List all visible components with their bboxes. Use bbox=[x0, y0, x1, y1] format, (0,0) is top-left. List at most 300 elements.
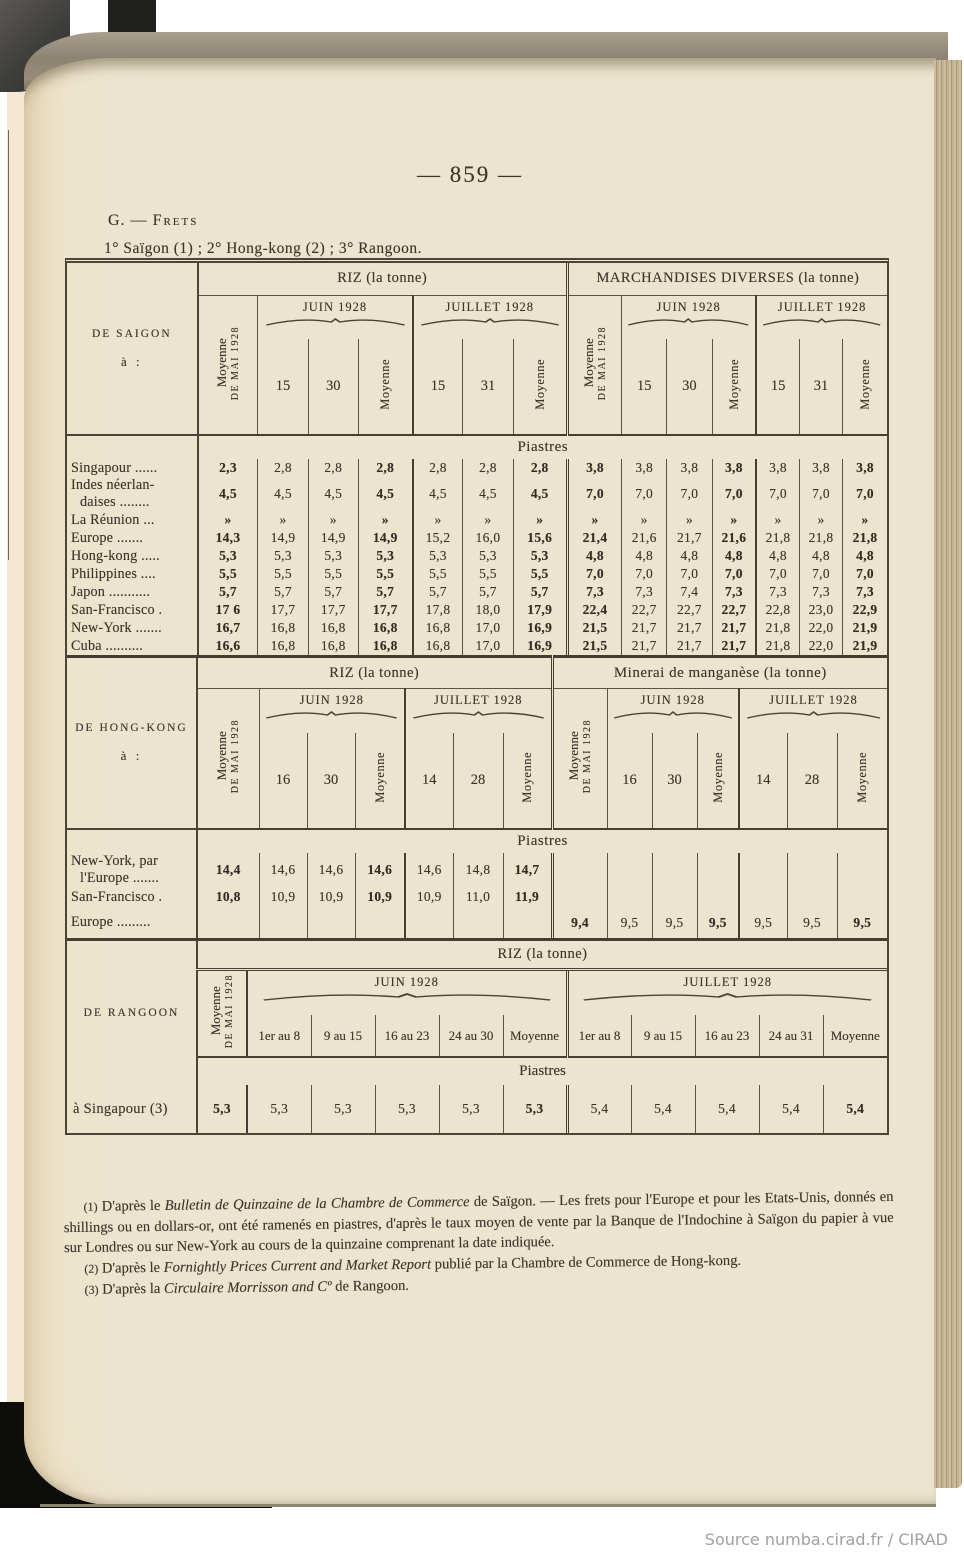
cell: 14,6 bbox=[307, 853, 355, 887]
cell bbox=[837, 853, 887, 887]
moyenne-mai-line2: DE MAI 1928 bbox=[229, 325, 241, 400]
footnote-marker: (2) bbox=[84, 1261, 99, 1276]
cell: 14,3 bbox=[215, 530, 241, 545]
brace-icon bbox=[613, 710, 733, 719]
day-header: 28 bbox=[453, 733, 503, 829]
section-label: G. — bbox=[108, 212, 148, 229]
month-label: JUILLET 1928 bbox=[683, 974, 773, 989]
row-label-line1: New-York, par bbox=[71, 852, 159, 869]
row-label: San-Francisco . bbox=[67, 887, 197, 908]
footnote-italic: Fornightly Prices Current and Market Report bbox=[163, 1256, 432, 1277]
cell bbox=[739, 887, 787, 908]
cell: 16,0 bbox=[463, 529, 513, 547]
footnote-text: D'après le bbox=[101, 1197, 165, 1215]
cell: 16,7 bbox=[215, 620, 241, 635]
cell: 4,5 bbox=[413, 477, 463, 511]
cell: 5,5 bbox=[219, 566, 237, 581]
cell: 15,2 bbox=[413, 529, 463, 547]
origin-header bbox=[67, 263, 198, 435]
origin-suffix: à : bbox=[120, 353, 143, 369]
cell: 7,0 bbox=[843, 565, 887, 583]
range-header: 24 au 31 bbox=[759, 1015, 823, 1057]
cell: 21,7 bbox=[667, 637, 712, 655]
cell: 21,4 bbox=[567, 529, 621, 547]
saigon-freight-table bbox=[67, 263, 887, 655]
table-row bbox=[67, 459, 887, 477]
origin-header bbox=[67, 939, 197, 1085]
month-header-juin bbox=[607, 689, 739, 733]
day-header: 31 bbox=[463, 339, 513, 435]
cell bbox=[503, 908, 552, 938]
cell bbox=[355, 908, 405, 938]
cell: 17,8 bbox=[413, 601, 463, 619]
cell bbox=[787, 887, 837, 908]
cell: » bbox=[712, 511, 756, 529]
cell: 5,3 bbox=[258, 547, 308, 565]
table-row bbox=[67, 511, 887, 529]
day-header: 28 bbox=[787, 733, 837, 829]
cell: 11,9 bbox=[503, 887, 552, 908]
group-minerai-header: Minerai de manganèse (la tonne) bbox=[552, 657, 887, 689]
cell: 10,9 bbox=[307, 887, 355, 908]
unit-row bbox=[67, 829, 887, 853]
cell bbox=[697, 853, 739, 887]
cell: 17,0 bbox=[463, 619, 513, 637]
moyenne-header: Moyenne bbox=[712, 339, 756, 435]
range-header: 24 au 30 bbox=[439, 1015, 503, 1057]
brace-icon bbox=[746, 710, 881, 719]
table-row bbox=[67, 583, 887, 601]
cell: 9,5 bbox=[739, 908, 787, 938]
cell: 7,0 bbox=[799, 477, 842, 511]
cell: 14,6 bbox=[259, 853, 307, 887]
origin-label: DE SAIGON bbox=[91, 327, 172, 340]
cell: 21,7 bbox=[667, 529, 712, 547]
cell: 7,4 bbox=[667, 583, 712, 601]
cell: 2,8 bbox=[358, 459, 412, 477]
cell: 9,5 bbox=[607, 908, 652, 938]
cell: 3,8 bbox=[622, 459, 667, 477]
cell: 5,5 bbox=[513, 565, 567, 583]
cell: 5,7 bbox=[463, 583, 513, 601]
cell: 5,3 bbox=[358, 547, 412, 565]
cell: 22,7 bbox=[667, 601, 712, 619]
hongkong-freight-table bbox=[67, 655, 887, 938]
cell: 10,9 bbox=[405, 887, 453, 908]
cell: 23,0 bbox=[799, 601, 842, 619]
range-header: Moyenne bbox=[503, 1015, 567, 1057]
cell: 4,8 bbox=[622, 547, 667, 565]
tables-frame bbox=[65, 258, 889, 1135]
row-label: Philippines .... bbox=[67, 565, 198, 583]
group-riz-header: RIZ (la tonne) bbox=[198, 263, 568, 295]
cell: 7,0 bbox=[799, 565, 842, 583]
cell: 5,3 bbox=[213, 1101, 231, 1116]
brace-icon bbox=[762, 317, 881, 326]
cell: 9,5 bbox=[652, 908, 697, 938]
footnote-text: de Saïgon. — Les frets pour l'Europe et pour les Etats-Unis, donnés en shillings ou en dollars-or, ont été ramenés en piastres, d'après le taux moyen de vente par la Banque de l'Indochine à Saïgon du papier à vue sur Londres ou sur New-York au cours de la quinzaine comprenant la date indiquée. bbox=[63, 1188, 894, 1257]
cell bbox=[652, 887, 697, 908]
range-header: 16 au 23 bbox=[695, 1015, 759, 1057]
row-label: Europe ....... bbox=[67, 529, 198, 547]
cell: 16,8 bbox=[258, 637, 308, 655]
row-label bbox=[67, 853, 197, 887]
cell: 5,3 bbox=[311, 1085, 375, 1133]
group-riz-header: RIZ (la tonne) bbox=[197, 939, 887, 969]
moyenne-mai-header bbox=[552, 689, 607, 829]
cell: 14,9 bbox=[308, 529, 358, 547]
cell: 7,0 bbox=[756, 565, 799, 583]
cell: 21,8 bbox=[756, 529, 799, 547]
cell bbox=[837, 887, 887, 908]
cell: 5,3 bbox=[463, 547, 513, 565]
cell: 21,7 bbox=[622, 637, 667, 655]
cell: 3,8 bbox=[843, 459, 887, 477]
cell: 18,0 bbox=[463, 601, 513, 619]
row-label bbox=[67, 477, 198, 511]
cell: 5,4 bbox=[567, 1085, 631, 1133]
cell: 14,6 bbox=[405, 853, 453, 887]
cell: 5,3 bbox=[513, 547, 567, 565]
cell: 4,5 bbox=[513, 477, 567, 511]
cell: 3,8 bbox=[567, 459, 621, 477]
cell: 10,8 bbox=[215, 889, 241, 904]
month-header-juin bbox=[258, 295, 413, 339]
cell: 5,5 bbox=[463, 565, 513, 583]
cell: 16,9 bbox=[513, 619, 567, 637]
cell: 5,5 bbox=[413, 565, 463, 583]
cell: 7,0 bbox=[567, 565, 621, 583]
moyenne-mai-line2: DE MAI 1928 bbox=[596, 325, 608, 400]
cell bbox=[307, 908, 355, 938]
cell: 7,3 bbox=[622, 583, 667, 601]
row-label: à Singapour (3) bbox=[67, 1085, 197, 1133]
cell: 4,5 bbox=[358, 477, 412, 511]
cell: 7,3 bbox=[712, 583, 756, 601]
range-header: 1er au 8 bbox=[247, 1015, 311, 1057]
group-header-row bbox=[67, 939, 887, 969]
footnote-1 bbox=[63, 1187, 894, 1259]
cell: 21,8 bbox=[756, 637, 799, 655]
cell: 7,0 bbox=[756, 477, 799, 511]
footnote-text: D'après la bbox=[102, 1280, 165, 1298]
table-row bbox=[67, 619, 887, 637]
cell: 22,0 bbox=[799, 619, 842, 637]
cell: » bbox=[463, 511, 513, 529]
cell: » bbox=[567, 511, 621, 529]
source-attribution: Source numba.cirad.fr / CIRAD bbox=[704, 1530, 948, 1549]
unit-label: Piastres bbox=[519, 1063, 566, 1079]
moyenne-header: Moyenne bbox=[513, 339, 567, 435]
cell: 5,7 bbox=[413, 583, 463, 601]
range-header: 1er au 8 bbox=[567, 1015, 631, 1057]
cell bbox=[652, 853, 697, 887]
footnote-italic: Bulletin de Quinzaine de la Chambre de Commerce bbox=[164, 1194, 470, 1214]
cell: 3,8 bbox=[799, 459, 842, 477]
table-row bbox=[67, 601, 887, 619]
cell: 2,3 bbox=[219, 460, 237, 475]
cell: 21,7 bbox=[712, 619, 756, 637]
cell bbox=[607, 853, 652, 887]
day-header: 15 bbox=[622, 339, 667, 435]
cell: 7,0 bbox=[667, 477, 712, 511]
moyenne-mai-line2: DE MAI 1928 bbox=[581, 719, 593, 794]
moyenne-mai-line1: Moyenne bbox=[207, 986, 223, 1036]
row-label: San-Francisco . bbox=[67, 601, 198, 619]
table-row bbox=[67, 529, 887, 547]
cell: 5,4 bbox=[631, 1085, 695, 1133]
brace-icon bbox=[420, 317, 560, 326]
table-row bbox=[67, 853, 887, 887]
cell: 4,8 bbox=[667, 547, 712, 565]
cell: 17,9 bbox=[513, 601, 567, 619]
day-header: 30 bbox=[667, 339, 712, 435]
brace-icon bbox=[412, 710, 545, 719]
range-header: 9 au 15 bbox=[311, 1015, 375, 1057]
cell bbox=[453, 908, 503, 938]
cell: 9,5 bbox=[697, 908, 739, 938]
cell: 2,8 bbox=[463, 459, 513, 477]
cell: 21,6 bbox=[622, 529, 667, 547]
month-header-juin bbox=[247, 969, 567, 1015]
month-header-juillet bbox=[405, 689, 552, 733]
table-row bbox=[67, 547, 887, 565]
cell: 5,3 bbox=[375, 1085, 439, 1133]
cell: 14,8 bbox=[453, 853, 503, 887]
cell: 5,5 bbox=[358, 565, 412, 583]
moyenne-mai-line1: Moyenne bbox=[565, 731, 581, 781]
cell: 5,7 bbox=[219, 584, 237, 599]
row-label: Cuba .......... bbox=[67, 637, 198, 655]
moyenne-header: Moyenne bbox=[843, 339, 887, 435]
cell: 22,7 bbox=[712, 601, 756, 619]
row-label: Singapour ...... bbox=[67, 459, 198, 477]
month-label: JUIN 1928 bbox=[302, 299, 368, 314]
range-header: Moyenne bbox=[823, 1015, 887, 1057]
cell: 5,3 bbox=[308, 547, 358, 565]
cell: 5,3 bbox=[503, 1085, 567, 1133]
group-header-row bbox=[67, 263, 887, 295]
cell: 4,5 bbox=[219, 486, 237, 501]
cell: 16,8 bbox=[308, 619, 358, 637]
day-header: 16 bbox=[259, 733, 307, 829]
cell: 14,9 bbox=[358, 529, 412, 547]
month-header-juillet bbox=[756, 295, 887, 339]
cell: 7,3 bbox=[756, 583, 799, 601]
row-label-line2: daises ........ bbox=[80, 494, 150, 510]
cell: 4,8 bbox=[756, 547, 799, 565]
cell: 5,3 bbox=[247, 1085, 311, 1133]
moyenne-mai-line1: Moyenne bbox=[214, 731, 230, 781]
cell: 16,8 bbox=[413, 637, 463, 655]
brace-icon bbox=[265, 317, 406, 326]
cell: 5,3 bbox=[439, 1085, 503, 1133]
month-label: JUILLET 1928 bbox=[434, 693, 523, 707]
cell: » bbox=[843, 511, 887, 529]
row-label-line1: Indes néerlan- bbox=[71, 477, 155, 493]
cell: 3,8 bbox=[667, 459, 712, 477]
moyenne-header: Moyenne bbox=[355, 733, 405, 829]
cell: 7,3 bbox=[799, 583, 842, 601]
cell: 21,9 bbox=[843, 637, 887, 655]
moyenne-mai-header bbox=[197, 689, 259, 829]
row-label: La Réunion ... bbox=[67, 511, 198, 529]
group-marchandises-header: MARCHANDISES DIVERSES (la tonne) bbox=[567, 263, 887, 295]
cell: 21,5 bbox=[567, 619, 621, 637]
row-label: Hong-kong ..... bbox=[67, 547, 198, 565]
month-header-juin bbox=[259, 689, 405, 733]
moyenne-mai-line1: Moyenne bbox=[580, 338, 596, 388]
cell: 5,4 bbox=[759, 1085, 823, 1133]
cell: » bbox=[756, 511, 799, 529]
cell: 16,8 bbox=[308, 637, 358, 655]
cell: 21,5 bbox=[567, 637, 621, 655]
range-header: 16 au 23 bbox=[375, 1015, 439, 1057]
cell: 10,9 bbox=[259, 887, 307, 908]
cell: 22,7 bbox=[622, 601, 667, 619]
brace-icon bbox=[627, 317, 749, 326]
footnote-text: publié par la Chambre de Commerce de Hong-kong. bbox=[430, 1252, 742, 1273]
cell: 14,4 bbox=[215, 861, 241, 877]
cell bbox=[787, 853, 837, 887]
cell: 3,8 bbox=[712, 459, 756, 477]
moyenne-mai-line2: DE MAI 1928 bbox=[229, 719, 241, 794]
cell: 5,7 bbox=[258, 583, 308, 601]
day-header: 31 bbox=[799, 339, 842, 435]
cell: 17,7 bbox=[308, 601, 358, 619]
cell bbox=[197, 908, 259, 938]
footnote-marker: (1) bbox=[83, 1199, 98, 1214]
cell: » bbox=[513, 511, 567, 529]
cell: 5,7 bbox=[513, 583, 567, 601]
cell: 4,8 bbox=[712, 547, 756, 565]
cell: 21,9 bbox=[843, 619, 887, 637]
rangoon-freight-table bbox=[67, 938, 887, 1134]
moyenne-mai-header bbox=[197, 969, 247, 1057]
footnote-italic: Circulaire Morrisson and Cº bbox=[163, 1278, 332, 1297]
cell: 2,8 bbox=[513, 459, 567, 477]
cell: 4,8 bbox=[567, 547, 621, 565]
month-label: JUILLET 1928 bbox=[445, 299, 534, 314]
table-row bbox=[67, 887, 887, 908]
moyenne-header: Moyenne bbox=[697, 733, 739, 829]
cell bbox=[552, 887, 607, 908]
cell: » bbox=[667, 511, 712, 529]
cell: 14,7 bbox=[503, 853, 552, 887]
cell: 4,5 bbox=[463, 477, 513, 511]
cell: 21,7 bbox=[622, 619, 667, 637]
cell: 22,0 bbox=[799, 637, 842, 655]
month-header-juillet bbox=[739, 689, 887, 733]
unit-label: Piastres bbox=[517, 439, 569, 455]
cell: 5,7 bbox=[308, 583, 358, 601]
cell: 21,6 bbox=[712, 529, 756, 547]
cell: 16,8 bbox=[258, 619, 308, 637]
moyenne-mai-line2: DE MAI 1928 bbox=[223, 974, 235, 1049]
cell: 5,4 bbox=[695, 1085, 759, 1133]
cell: 11,0 bbox=[453, 887, 503, 908]
cell: 5,5 bbox=[258, 565, 308, 583]
cell bbox=[739, 853, 787, 887]
footnotes bbox=[63, 1187, 894, 1301]
cell: 4,5 bbox=[308, 477, 358, 511]
table-row bbox=[67, 1085, 887, 1133]
cell: 17,0 bbox=[463, 637, 513, 655]
brace-icon bbox=[265, 710, 398, 719]
table-row bbox=[67, 477, 887, 511]
group-riz-header: RIZ (la tonne) bbox=[197, 657, 552, 689]
table-row bbox=[67, 908, 887, 938]
month-label: JUIN 1928 bbox=[656, 299, 721, 314]
moyenne-header: Moyenne bbox=[358, 339, 412, 435]
cell: 5,5 bbox=[308, 565, 358, 583]
cell bbox=[405, 908, 453, 938]
range-header: 9 au 15 bbox=[631, 1015, 695, 1057]
cell: » bbox=[308, 511, 358, 529]
brace-icon bbox=[581, 992, 874, 1001]
day-header: 30 bbox=[652, 733, 697, 829]
cell: 22,4 bbox=[567, 601, 621, 619]
day-header: 15 bbox=[756, 339, 799, 435]
month-label: JUIN 1928 bbox=[640, 693, 705, 707]
empty-label-cell bbox=[67, 435, 198, 459]
cell: 7,0 bbox=[843, 477, 887, 511]
origin-header bbox=[67, 657, 197, 829]
cell: 4,8 bbox=[799, 547, 842, 565]
cell: 9,4 bbox=[552, 908, 607, 938]
origin-suffix: à : bbox=[120, 747, 143, 763]
moyenne-header: Moyenne bbox=[837, 733, 887, 829]
cell: 2,8 bbox=[258, 459, 308, 477]
row-label: New-York ....... bbox=[67, 619, 198, 637]
day-header: 15 bbox=[258, 339, 308, 435]
cell: 17,7 bbox=[258, 601, 308, 619]
cell: » bbox=[413, 511, 463, 529]
cell: 5,4 bbox=[823, 1085, 887, 1133]
cell: 9,5 bbox=[787, 908, 837, 938]
day-header: 30 bbox=[308, 339, 358, 435]
moyenne-mai-header bbox=[198, 295, 258, 435]
cell: 16,9 bbox=[513, 637, 567, 655]
cell: 7,0 bbox=[622, 565, 667, 583]
cell: 21,8 bbox=[756, 619, 799, 637]
section-title: Frets bbox=[152, 212, 199, 229]
unit-label: Piastres bbox=[517, 832, 568, 849]
origin-label: DE HONG-KONG bbox=[75, 721, 188, 734]
cell: 14,9 bbox=[258, 529, 308, 547]
table-row bbox=[67, 637, 887, 655]
cell: 16,8 bbox=[358, 619, 412, 637]
footnote-text: D'après le bbox=[101, 1260, 164, 1277]
day-header: 16 bbox=[607, 733, 652, 829]
cell: 21,7 bbox=[712, 637, 756, 655]
month-label: JUILLET 1928 bbox=[769, 693, 858, 707]
month-label: JUIN 1928 bbox=[374, 974, 439, 989]
cell: 14,6 bbox=[355, 853, 405, 887]
cell: 7,3 bbox=[843, 583, 887, 601]
month-header-juillet bbox=[567, 969, 887, 1015]
cell: 17,7 bbox=[358, 601, 412, 619]
cell: 21,8 bbox=[799, 529, 842, 547]
cell: 3,8 bbox=[756, 459, 799, 477]
row-label-line2: l'Europe ....... bbox=[80, 869, 160, 886]
cell: 10,9 bbox=[355, 887, 405, 908]
cell: 7,0 bbox=[622, 477, 667, 511]
day-header: 14 bbox=[405, 733, 453, 829]
cell: 5,3 bbox=[219, 548, 237, 563]
cell: 7,0 bbox=[667, 565, 712, 583]
cell: 2,8 bbox=[308, 459, 358, 477]
